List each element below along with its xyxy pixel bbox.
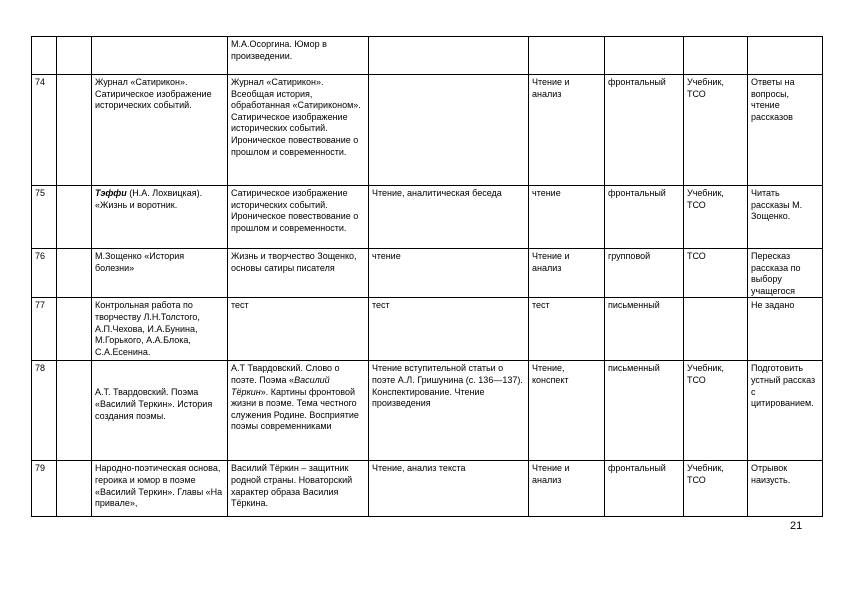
- cell-form: Чтение и анализ: [529, 249, 605, 298]
- cell-form: Чтение, конспект: [529, 361, 605, 461]
- cell-topic: Контрольная работа по творчеству Л.Н.Толстого, А.П.Чехова, И.А.Бунина, М.Горького, А.А.Блока, С.А.Есенина.: [92, 298, 228, 361]
- cell-type: [605, 37, 684, 75]
- cell-activity: Чтение, анализ текста: [369, 461, 529, 517]
- cell-content: Журнал «Сатирикон». Всеобщая история, обработанная «Сатириконом». Сатирическое изображение исторических событий. Ироническое повествование о прошлом и современности.: [228, 75, 369, 186]
- cell-means: ТСО: [684, 249, 748, 298]
- cell-number: 77: [32, 298, 57, 361]
- cell-topic: Журнал «Сатирикон». Сатирическое изображение исторических событий.: [92, 75, 228, 186]
- topic-text: А.Т. Твардовский. Поэма «Василий Теркин». История создания поэмы.: [95, 387, 213, 421]
- cell-homework: Пересказ рассказа по выбору учащегося: [748, 249, 823, 298]
- cell-homework: Ответы на вопросы, чтение рассказов: [748, 75, 823, 186]
- cell-means: [684, 298, 748, 361]
- cell-activity: тест: [369, 298, 529, 361]
- table-row: [32, 461, 823, 517]
- cell-content: М.А.Осоргина. Юмор в произведении.: [228, 37, 369, 75]
- cell-number: 75: [32, 186, 57, 249]
- cell-date: [57, 249, 92, 298]
- cell-number: 76: [32, 249, 57, 298]
- cell-homework: Отрывок наизусть.: [748, 461, 823, 517]
- cell-type: письменный: [605, 361, 684, 461]
- cell-homework: Подготовить устный рассказ с цитированием.: [748, 361, 823, 461]
- cell-form: Чтение и анализ: [529, 461, 605, 517]
- table-row: [32, 186, 823, 249]
- cell-type: письменный: [605, 298, 684, 361]
- cell-number: 79: [32, 461, 57, 517]
- cell-topic: [92, 186, 228, 249]
- table-row: [32, 361, 823, 461]
- cell-date: [57, 461, 92, 517]
- cell-means: Учебник, ТСО: [684, 361, 748, 461]
- cell-topic: Народно-поэтическая основа, героика и юмор в поэме «Василий Теркин». Главы «На привале»,: [92, 461, 228, 517]
- cell-number: 78: [32, 361, 57, 461]
- cell-means: Учебник, ТСО: [684, 461, 748, 517]
- cell-activity: чтение: [369, 249, 529, 298]
- cell-content: Василий Тёркин – защитник родной страны. Новаторский характер образа Василия Тёркина.: [228, 461, 369, 517]
- cell-homework: Читать рассказы М. Зощенко.: [748, 186, 823, 249]
- cell-form: тест: [529, 298, 605, 361]
- cell-form: Чтение и анализ: [529, 75, 605, 186]
- table-row: [32, 37, 823, 75]
- cell-type: фронтальный: [605, 461, 684, 517]
- cell-topic: [92, 37, 228, 75]
- author-name: Тэффи: [95, 188, 127, 198]
- cell-form: [529, 37, 605, 75]
- cell-date: [57, 37, 92, 75]
- cell-means: Учебник, ТСО: [684, 75, 748, 186]
- cell-homework: [748, 37, 823, 75]
- page-number: 21: [790, 520, 803, 532]
- cell-means: [684, 37, 748, 75]
- cell-date: [57, 186, 92, 249]
- cell-date: [57, 75, 92, 186]
- cell-date: [57, 361, 92, 461]
- table-row: [32, 249, 823, 298]
- table-row: [32, 298, 823, 361]
- cell-content: А.Т Твардовский. Слово о поэте. Поэма «Василий Тёркин». Картины фронтовой жизни в поэме. Тема честного служения Родине. Восприятие поэмы современниками: [228, 361, 369, 461]
- cell-means: Учебник, ТСО: [684, 186, 748, 249]
- cell-activity: [369, 37, 529, 75]
- cell-activity: Чтение вступительной статьи о поэте А.Л. Гришунина (с. 136—137). Конспектирование. Чтение произведения: [369, 361, 529, 461]
- cell-type: фронтальный: [605, 75, 684, 186]
- lesson-plan-table: [31, 36, 823, 517]
- topic-text: (Н.А. Лохвицкая). «Жизнь и воротник.: [95, 188, 203, 210]
- cell-form: чтение: [529, 186, 605, 249]
- cell-homework: Не задано: [748, 298, 823, 361]
- poem-title: Василий Тёркин: [231, 374, 330, 397]
- cell-type: групповой: [605, 249, 684, 298]
- cell-topic: [92, 361, 228, 461]
- cell-activity: Чтение, аналитическая беседа: [369, 186, 529, 249]
- cell-activity: [369, 75, 529, 186]
- cell-date: [57, 298, 92, 361]
- cell-number: [32, 37, 57, 75]
- cell-content: тест: [228, 298, 369, 361]
- cell-content: Жизнь и творчество Зощенко, основы сатиры писателя: [228, 249, 369, 298]
- cell-topic: М.Зощенко «История болезни»: [92, 249, 228, 298]
- table-row: [32, 75, 823, 186]
- cell-number: 74: [32, 75, 57, 186]
- cell-content: Сатирическое изображение исторических событий. Ироническое повествование о прошлом и современности.: [228, 186, 369, 249]
- cell-type: фронтальный: [605, 186, 684, 249]
